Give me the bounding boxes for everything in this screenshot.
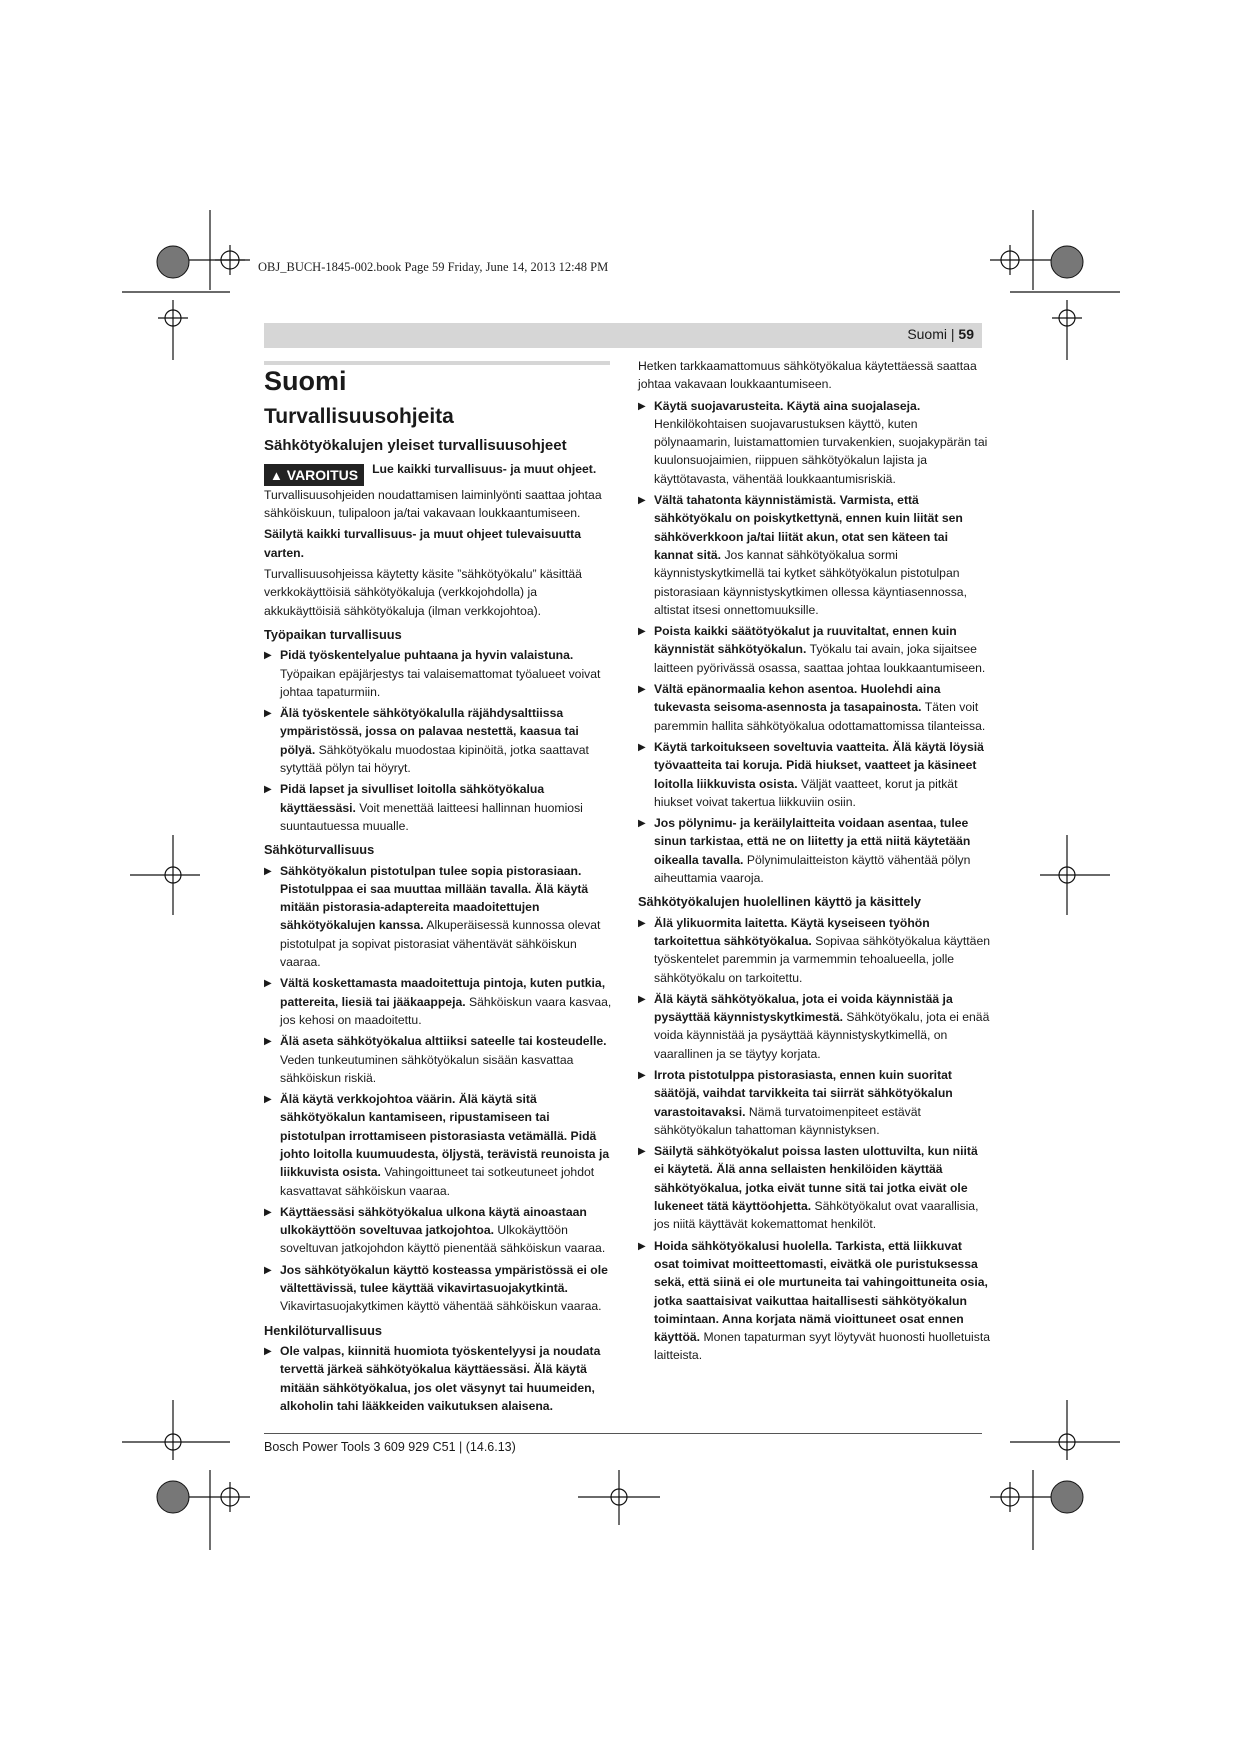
bullet-bold: Käytä tarkoitukseen soveltuvia vaatteita. Älä käytä löysiä työvaatteita tai koruja. Pidä hiukset, vaatteet ja käsineet loitolla liikkuvista osista. bbox=[654, 739, 984, 791]
bullet-text: Voit menettää laitteesi hallinnan huomiosi suuntautuessa muualle. bbox=[280, 800, 583, 833]
bullet-arrow-icon: ▶ bbox=[264, 650, 272, 662]
bullet-bold: Käytä suojavarusteita. Käytä aina suojalaseja. bbox=[654, 398, 921, 413]
bullet-arrow-icon: ▶ bbox=[264, 1264, 272, 1276]
bullet-text: Työkalu tai avain, joka sijaitsee laitteen pyörivässä osassa, saattaa johtaa loukkaantumiseen. bbox=[654, 642, 986, 675]
bullet-item bbox=[638, 990, 990, 1063]
bullet-bold: Säilytä sähkötyökalut poissa lasten ulottuvilta, kun niitä ei käytetä. Älä anna sellaisten henkilöiden käyttää sähkötyökalua, jotka eivät tunne sitä tai jotka eivät ole lukeneet tätä käyttöohjetta. bbox=[654, 1144, 978, 1214]
column-left bbox=[264, 360, 614, 1418]
bullet-text: Työpaikan epäjärjestys tai valaisemattomat työalueet voivat johtaa tapaturmiin. bbox=[280, 666, 601, 699]
continuation-text: Hetken tarkkaamattomuus sähkötyökalua käytettäessä saattaa johtaa vakavaan loukkaantumiseen. bbox=[638, 359, 977, 392]
bullet-bold: Älä työskentele sähkötyökalulla räjähdysalttiissa ympäristössä, jossa on palavaa nestettä, kaasua tai pölyä. bbox=[280, 706, 579, 757]
bullet-arrow-icon: ▶ bbox=[638, 1069, 646, 1081]
bullet-item bbox=[264, 1261, 614, 1316]
bullet-arrow-icon: ▶ bbox=[264, 708, 272, 720]
warning-block bbox=[264, 460, 614, 486]
bullet-item bbox=[638, 738, 990, 811]
bullet-item bbox=[638, 491, 990, 619]
bullet-arrow-icon: ▶ bbox=[638, 400, 646, 412]
page-number: 59 bbox=[958, 326, 974, 342]
page-header-bar bbox=[264, 323, 982, 348]
bullet-arrow-icon: ▶ bbox=[264, 865, 272, 877]
bullet-item bbox=[638, 914, 990, 987]
bullet-text: Vikavirtasuojakytkimen käyttö vähentää sähköiskun vaaraa. bbox=[280, 1299, 602, 1314]
bullet-bold: Älä käytä verkkojohtoa väärin. Älä käytä sitä sähkötyökalun kantamiseen, ripustamiseen tai pistotulpan irrottamiseen pistorasiasta vetämällä. Pidä johto loitolla kuumuudesta, öljystä, terävistä reunoista ja liikkuvista osista. bbox=[280, 1092, 610, 1180]
bullet-arrow-icon: ▶ bbox=[638, 917, 646, 929]
bullet-bold: Vältä epänormaalia kehon asentoa. Huolehdi aina tukevasta seisoma-asennosta ja tasapainosta. bbox=[654, 682, 941, 715]
bullet-item bbox=[264, 974, 614, 1029]
bullet-item bbox=[638, 397, 990, 488]
bullet-text: Sähkötyökalu, jota ei enää voida käynnistää ja pysäyttää käynnistyskytkimellä, on vaarallinen ja se täytyy korjata. bbox=[654, 1010, 990, 1061]
bullet-item bbox=[638, 1237, 990, 1365]
bullet-item bbox=[264, 1342, 614, 1415]
subsection-title: Sähkötyökalujen yleiset turvallisuusohjeet bbox=[264, 436, 567, 454]
personal-list-cont bbox=[638, 397, 990, 888]
header-language: Suomi bbox=[907, 326, 947, 342]
bullet-bold: Jos sähkötyökalun käyttö kosteassa ympäristössä ei ole vältettävissä, tulee käyttää vikavirtasuojakytkintä. bbox=[280, 1262, 608, 1296]
bullet-arrow-icon: ▶ bbox=[264, 1206, 272, 1218]
bullet-item bbox=[638, 1066, 990, 1139]
bullet-text: Veden tunkeutuminen sähkötyökalun sisään kasvattaa sähköiskun riskiä. bbox=[280, 1052, 574, 1085]
bullet-text: Henkilökohtaisen suojavarustuksen käyttö, kuten pölynaamarin, luistamattomien turvakenkien, suojakypärän tai kuulonsuojaimien, riippuen sähkötyökalun lajista ja käyttötavasta, vähentää loukkaantumisriskiä. bbox=[654, 416, 988, 486]
page-header-label: Suomi | 59 bbox=[907, 326, 974, 342]
book-info-line: OBJ_BUCH-1845-002.book Page 59 Friday, June 14, 2013 12:48 PM bbox=[258, 260, 609, 274]
bullet-arrow-icon: ▶ bbox=[264, 978, 272, 990]
term-definition: Turvallisuusohjeissa käytetty käsite ”sähkötyökalu” käsittää verkkokäyttöisiä sähkötyökaluja (verkkojohdolla) ja akkukäyttöisiä sähkötyökaluja (ilman verkkojohtoa). bbox=[264, 567, 582, 618]
heading-tool-use: Sähkötyökalujen huolellinen käyttö ja käsittely bbox=[638, 894, 922, 910]
bullet-text: Nämä turvatoimenpiteet estävät sähkötyökalun tahattoman käynnistyksen. bbox=[654, 1104, 921, 1137]
bullet-bold: Vältä koskettamasta maadoitettuja pintoja, kuten putkia, pattereita, liesiä tai jääkaappeja. bbox=[280, 976, 606, 1009]
page-title: Suomi bbox=[264, 366, 347, 396]
bullet-item bbox=[264, 862, 614, 972]
bullet-bold: Älä aseta sähkötyökalua alttiiksi sateelle tai kosteudelle. bbox=[280, 1034, 607, 1049]
bullet-bold: Pidä lapset ja sivulliset loitolla sähkötyökalua käyttäessäsi. bbox=[280, 782, 545, 815]
bullet-item bbox=[264, 1203, 614, 1258]
bullet-text: Täten voit paremmin hallita sähkötyökalua odottamattomissa tilanteissa. bbox=[654, 700, 986, 733]
section-title: Turvallisuusohjeita bbox=[264, 405, 454, 429]
bullet-text: Alkuperäisessä kunnossa olevat pistotulpat ja sopivat pistorasiat vähentävät sähköiskun vaaraa. bbox=[280, 918, 601, 970]
bullet-item bbox=[264, 704, 614, 777]
bullet-bold: Ole valpas, kiinnitä huomiota työskentelyysi ja noudata tervettä järkeä sähkötyökalua käyttäessäsi. Älä käytä mitään sähkötyökalua, jos olet väsynyt tai huumeiden, alkoholin tahi lääkkeiden vaikutuksen alaisena. bbox=[280, 1343, 601, 1413]
bullet-text: Sopivaa sähkötyökalua käyttäen työskentelet paremmin ja varmemmin tehoalueella, jolle sähkötyökalu on tarkoitettu. bbox=[654, 933, 991, 985]
bullet-item bbox=[264, 1032, 614, 1087]
bullet-item bbox=[638, 814, 990, 887]
bullet-bold: Irrota pistotulppa pistorasiasta, ennen kuin suoritat säätöjä, vaihdat tarvikkeita tai siirrät sähkötyökalun varastoitavaksi. bbox=[654, 1067, 953, 1119]
workplace-list bbox=[264, 646, 614, 835]
bullet-arrow-icon: ▶ bbox=[638, 818, 646, 830]
keep-instructions: Säilytä kaikki turvallisuus- ja muut ohjeet tulevaisuutta varten. bbox=[264, 527, 581, 560]
bullet-bold: Poista kaikki säätötyökalut ja ruuvitaltat, ennen kuin käynnistät sähkötyökalun. bbox=[654, 624, 957, 657]
bullet-text: Pölynimulaitteiston käyttö vähentää pölyn aiheuttamia vaaroja. bbox=[654, 852, 971, 886]
bullet-text: Väljät vaatteet, korut ja pitkät hiukset voivat takertua liikkuviin osiin. bbox=[654, 776, 958, 809]
tool-use-list bbox=[638, 914, 990, 1365]
personal-list bbox=[264, 1342, 614, 1415]
bullet-text: Vahingoittuneet tai sotkeutuneet johdot kasvattavat sähköiskun vaaraa. bbox=[280, 1165, 595, 1198]
bullet-item bbox=[638, 680, 990, 735]
bullet-text: Sähköiskun vaara kasvaa, jos kehosi on maadoitettu. bbox=[280, 994, 612, 1027]
bullet-arrow-icon: ▶ bbox=[638, 1146, 646, 1158]
bullet-bold: Pidä työskentelyalue puhtaana ja hyvin valaistuna. bbox=[280, 648, 574, 663]
bullet-arrow-icon: ▶ bbox=[264, 1036, 272, 1048]
bullet-arrow-icon: ▶ bbox=[638, 626, 646, 638]
bullet-text: Sähkötyökalut ovat vaarallisia, jos niitä käyttävät kokemattomat henkilöt. bbox=[654, 1199, 979, 1232]
bullet-item bbox=[264, 1090, 614, 1200]
bullet-bold: Hoida sähkötyökalusi huolella. Tarkista, että liikkuvat osat toimivat moitteettomasti, eivätkä ole puristuksessa sekä, että siinä ei ole murtuneita tai vahingoittuneita osia, jotka saattaisivat vaikuttaa haitallisesti sähkötyökalun toimintaan. Anna korjata nämä vioittuneet osat ennen käyttöä. bbox=[654, 1238, 988, 1345]
bullet-text: Monen tapaturman syyt löytyvät huonosti huolletuista laitteista. bbox=[654, 1330, 991, 1363]
page-footer: Bosch Power Tools 3 609 929 C51 | (14.6.13) bbox=[264, 1433, 982, 1454]
bullet-arrow-icon: ▶ bbox=[264, 1094, 272, 1106]
bullet-arrow-icon: ▶ bbox=[638, 993, 646, 1005]
bullet-bold: Jos pölynimu- ja keräilylaitteita voidaan asentaa, tulee sinun tarkistaa, että ne on liitetty ja että niitä käytetään oikealla tavalla. bbox=[654, 816, 971, 867]
bullet-bold: Käyttäessäsi sähkötyökalua ulkona käytä ainoastaan ulkokäyttöön soveltuvaa jatkojohtoa. bbox=[280, 1204, 587, 1238]
bullet-arrow-icon: ▶ bbox=[638, 741, 646, 753]
bullet-item bbox=[264, 646, 614, 701]
heading-workplace: Työpaikan turvallisuus bbox=[264, 626, 402, 642]
heading-personal: Henkilöturvallisuus bbox=[264, 1322, 383, 1338]
electrical-list bbox=[264, 862, 614, 1316]
bullet-item bbox=[264, 780, 614, 835]
warning-badge bbox=[264, 464, 364, 486]
heading-electrical: Sähköturvallisuus bbox=[264, 842, 375, 858]
bullet-arrow-icon: ▶ bbox=[638, 495, 646, 507]
warning-text: Turvallisuusohjeiden noudattamisen laiminlyönti saattaa johtaa sähköiskuun, tulipaloon ja/tai vakavaan loukkaantumiseen. bbox=[264, 487, 602, 521]
bullet-arrow-icon: ▶ bbox=[638, 684, 646, 696]
bullet-text: Ulkokäyttöön soveltuvan jatkojohdon käyttö pienentää sähköiskun vaaraa. bbox=[280, 1223, 606, 1256]
bullet-arrow-icon: ▶ bbox=[638, 1240, 646, 1252]
warning-bold: Lue kaikki turvallisuus- ja muut ohjeet. bbox=[372, 461, 597, 476]
bullet-arrow-icon: ▶ bbox=[264, 784, 272, 796]
bullet-item bbox=[638, 1142, 990, 1233]
bullet-arrow-icon: ▶ bbox=[264, 1345, 272, 1357]
bullet-item bbox=[638, 622, 990, 677]
bullet-text: Jos kannat sähkötyökalua sormi käynnistyskytkimellä tai kytket sähkötyökalun pistotulpan pistorasiaan käynnistyskytkimen ollessa käyntiasennossa, altistat itsesi onnettomuuksille. bbox=[654, 547, 967, 617]
bullet-text: Sähkötyökalu muodostaa kipinöitä, jotka saattavat sytyttää pölyn tai höyryt. bbox=[280, 742, 589, 776]
warning-badge-text: VAROITUS bbox=[286, 466, 359, 483]
bullet-bold: Sähkötyökalun pistotulpan tulee sopia pistorasiaan. Pistotulppaa ei saa muuttaa millään tavalla. Älä käytä mitään pistorasia-adaptereita maadoitettujen sähkötyökalujen kanssa. bbox=[280, 863, 589, 933]
column-right bbox=[638, 357, 990, 1368]
warning-triangle-icon: ▲ bbox=[270, 467, 283, 483]
bullet-bold: Vältä tahatonta käynnistämistä. Varmista, että sähkötyökalu on poiskytkettynä, ennen kuin liität sen sähköverkkoon ja/tai liität akun, otat sen käteen tai kannat sitä. bbox=[654, 493, 963, 562]
bullet-bold: Älä käytä sähkötyökalua, jota ei voida käynnistää ja pysäyttää käynnistyskytkimestä. bbox=[654, 991, 953, 1025]
bullet-bold: Älä ylikuormita laitetta. Käytä kyseiseen työhön tarkoitettua sähkötyökalua. bbox=[654, 915, 930, 948]
